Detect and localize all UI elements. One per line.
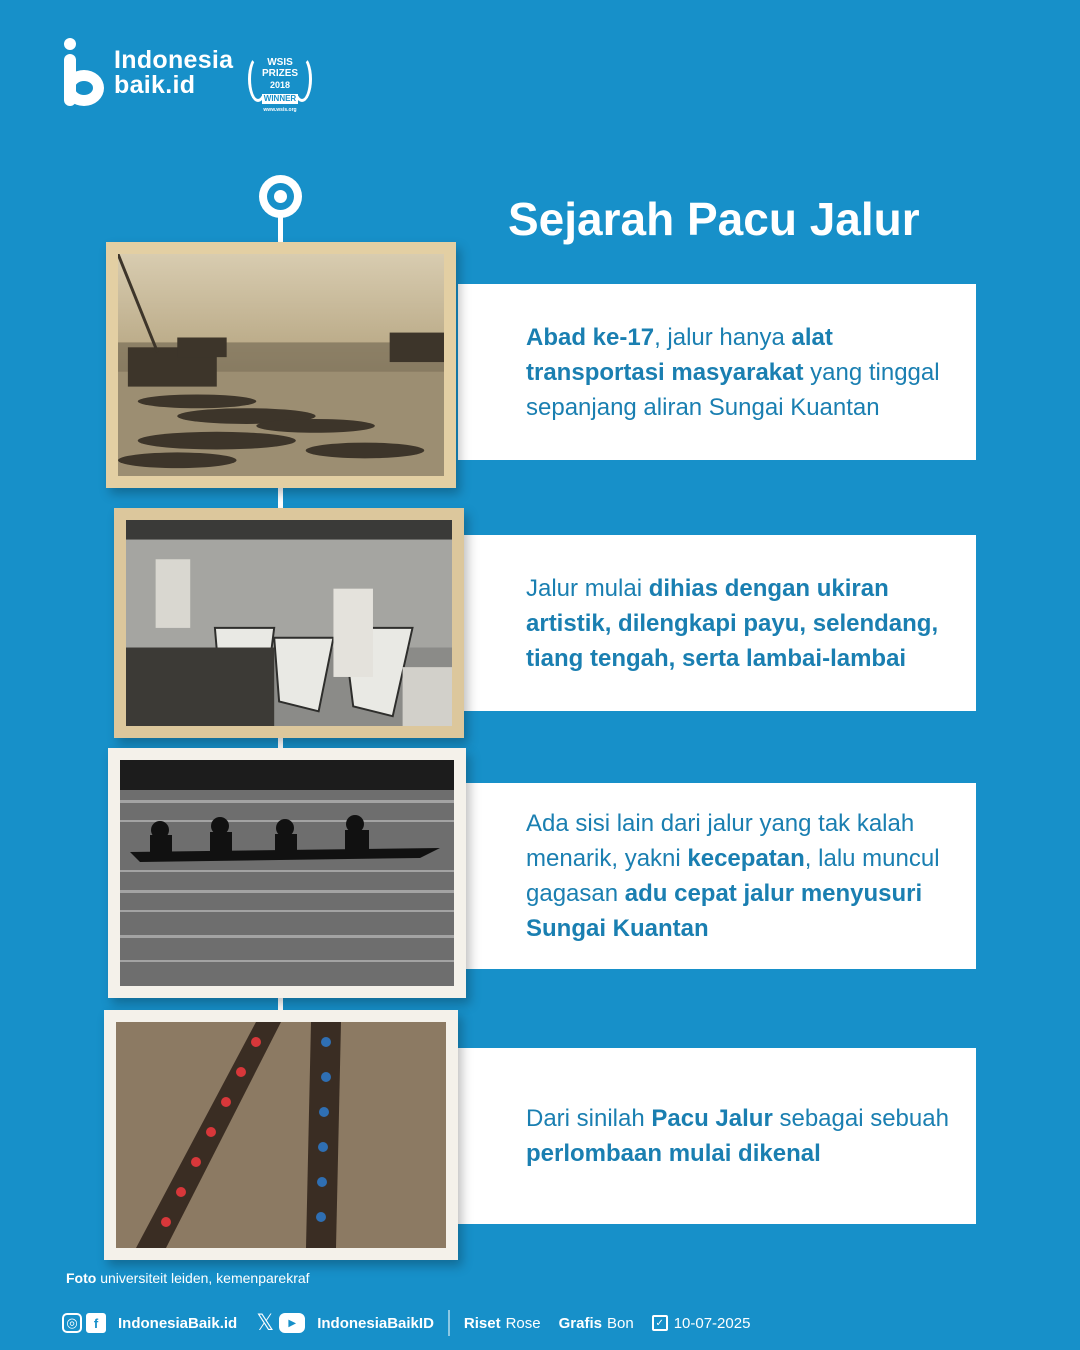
footer-grafis-name: Bon — [606, 1314, 634, 1332]
text-segment: , lalu muncul gagasan — [526, 845, 940, 907]
text-segment: alat transportasi masyarakat — [526, 323, 833, 386]
award-line4: WINNER — [263, 94, 297, 103]
timeline-card-2 — [458, 535, 976, 711]
timeline-card-3 — [458, 783, 976, 969]
x-icon[interactable]: 𝕏 — [256, 1310, 275, 1335]
award-line5: www.wsis.org — [263, 107, 297, 113]
brand-name-line2: baik.id — [114, 71, 196, 99]
timeline-text-3 — [526, 806, 956, 946]
text-segment: dihias dengan ukiran artistik, dilengkapi payu, selendang, tiang tengah, serta lambai-lambai — [526, 574, 939, 672]
photo-frame-1 — [106, 242, 456, 488]
photo-credit — [66, 1270, 310, 1286]
footer-riset-name: Rose — [505, 1314, 541, 1332]
footer-date: 10-07-2025 — [673, 1314, 751, 1332]
timeline-card-4 — [458, 1048, 976, 1224]
text-segment: Jalur mulai — [526, 574, 649, 602]
footer-divider — [448, 1310, 450, 1336]
brand-name-line1: Indonesia — [114, 46, 234, 74]
footer-riset-label: Riset — [463, 1314, 501, 1332]
text-segment: Dari sinilah — [526, 1105, 652, 1132]
text-segment: sebagai sebuah — [772, 1105, 949, 1132]
photo-frame-4 — [104, 1010, 458, 1260]
brand-logo[interactable] — [62, 36, 233, 110]
photo-credit-label: Foto — [66, 1270, 97, 1286]
award-line1: WSIS — [267, 57, 293, 68]
text-segment: Ada sisi lain dari jalur yang tak kalah menarik, yakni — [526, 810, 915, 872]
instagram-icon[interactable]: ◎ — [62, 1313, 82, 1333]
photo-race-aerial — [116, 1022, 446, 1248]
footer-bar — [62, 1300, 1060, 1346]
location-pin-icon — [259, 175, 302, 218]
photo-credit-text: universiteit leiden, kemenparekraf — [96, 1270, 310, 1286]
logo-mark-icon — [62, 36, 108, 110]
youtube-icon[interactable]: ▶ — [279, 1313, 305, 1333]
calendar-icon: ✓ — [652, 1315, 668, 1331]
text-segment: Abad ke-17 — [526, 323, 655, 351]
text-segment: adu cepat jalur menyusuri Sungai Kuantan — [526, 880, 923, 942]
photo-frame-2 — [114, 508, 464, 738]
brand-name — [114, 48, 233, 98]
facebook-icon[interactable]: f — [86, 1313, 106, 1333]
award-line3: 2018 — [269, 80, 291, 90]
footer-grafis-label: Grafis — [558, 1314, 602, 1332]
photo-frame-3 — [108, 748, 466, 998]
timeline-text-2 — [526, 571, 952, 676]
text-segment: yang tinggal sepanjang aliran Sungai Kuantan — [526, 358, 940, 421]
text-segment: perlombaan mulai dikenal — [526, 1140, 821, 1167]
timeline-text-4 — [526, 1101, 952, 1171]
text-segment: Pacu Jalur — [651, 1105, 773, 1132]
text-segment: , jalur hanya — [654, 323, 792, 351]
text-segment: kecepatan — [687, 845, 805, 872]
timeline-text-1 — [526, 320, 952, 425]
award-line2: PRIZES — [261, 68, 299, 79]
photo-boats-dock — [126, 520, 452, 726]
footer-social[interactable]: IndonesiaBaikID — [317, 1314, 434, 1332]
footer-site[interactable]: IndonesiaBaik.id — [118, 1314, 238, 1332]
timeline-card-1 — [458, 284, 976, 460]
page-title: Sejarah Pacu Jalur — [508, 193, 920, 245]
photo-silhouette-rowers — [120, 760, 454, 986]
award-badge-icon — [246, 52, 314, 116]
photo-river-village — [118, 254, 444, 476]
